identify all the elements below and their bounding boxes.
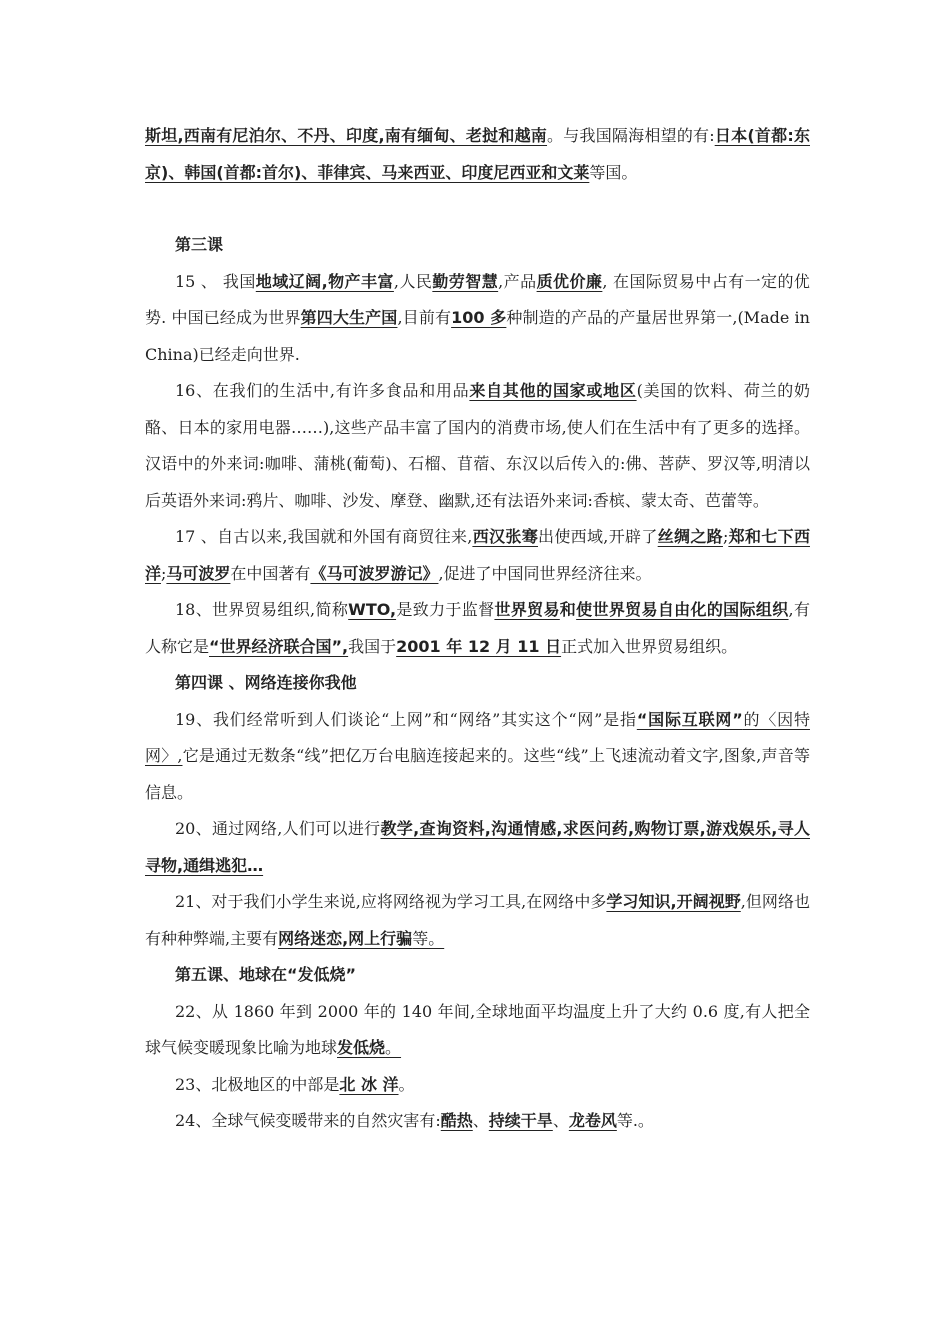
paragraph-17: 17 、自古以来,我国就和外国有商贸往来,西汉张骞出使西域,开辟了丝绸之路;郑和七下西洋;马可波罗在中国著有《马可波罗游记》,促进了中国同世界经济往来。 [145, 527, 810, 583]
paragraph-21: 21、对于我们小学生来说,应将网络视为学习工具,在网络中多学习知识,开阔视野,但网络也有种种弊端,主要有网络迷恋,网上行骗等。 [145, 892, 810, 948]
spacer [145, 191, 810, 227]
paragraph-neighbors: 斯坦,西南有尼泊尔、不丹、印度,南有缅甸、老挝和越南。与我国隔海相望的有:日本(首都:东京)、韩国(首都:首尔)、菲律宾、马来西亚、印度尼西亚和文莱等国。 [145, 126, 810, 182]
paragraph-15: 15 、 我国地域辽阔,物产丰富,人民勤劳智慧,产品质优价廉, 在国际贸易中占有一定的优势. 中国已经成为世界第四大生产国,目前有100 多种制造的产品的产量居世界第一,(Made in China)已经走向世界. [145, 271, 810, 364]
heading-lesson-4: 第四课 、网络连接你我他 [175, 673, 357, 692]
paragraph-19: 19、我们经常听到人们谈论“上网”和“网络”其实这个“网”是指“国际互联网”的〈因特网〉,它是通过无数条“线”把亿万台电脑连接起来的。这些“线”上飞速流动着文字,图象,声音等信息。 [145, 709, 810, 802]
paragraph-23: 23、北极地区的中部是北 冰 洋。 [175, 1074, 415, 1094]
paragraph-16: 16、在我们的生活中,有许多食品和用品来自其他的国家或地区(美国的饮料、荷兰的奶酪、日本的家用电器……),这些产品丰富了国内的消费市场,使人们在生活中有了更多的选择。汉语中的外来词:咖啡、蒲桃(葡萄)、石榴、苜蓿、东汉以后传入的:佛、菩萨、罗汉等,明清以后英语外来词:鸦片、咖啡、沙发、摩登、幽默,还有法语外来词:香槟、蒙太奇、芭蕾等。 [145, 381, 810, 510]
paragraph-22: 22、从 1860 年到 2000 年的 140 年间,全球地面平均温度上升了大约 0.6 度,有人把全球气候变暖现象比喻为地球发低烧。 [145, 1001, 810, 1057]
heading-lesson-3: 第三课 [175, 235, 224, 254]
paragraph-24: 24、全球气候变暖带来的自然灾害有:酷热、持续干旱、龙卷风等.。 [175, 1111, 654, 1130]
heading-lesson-5: 第五课、地球在“发低烧” [175, 965, 357, 984]
document-page [145, 118, 810, 1140]
paragraph-18: 18、世界贸易组织,简称WTO,是致力于监督世界贸易和使世界贸易自由化的国际组织,有人称它是“世界经济联合国”,我国于2001 年 12 月 11 日正式加入世界贸易组织。 [145, 600, 810, 656]
paragraph-20: 20、通过网络,人们可以进行教学,查询资料,沟通情感,求医问药,购物订票,游戏娱乐,寻人寻物,通缉逃犯… [145, 819, 810, 875]
